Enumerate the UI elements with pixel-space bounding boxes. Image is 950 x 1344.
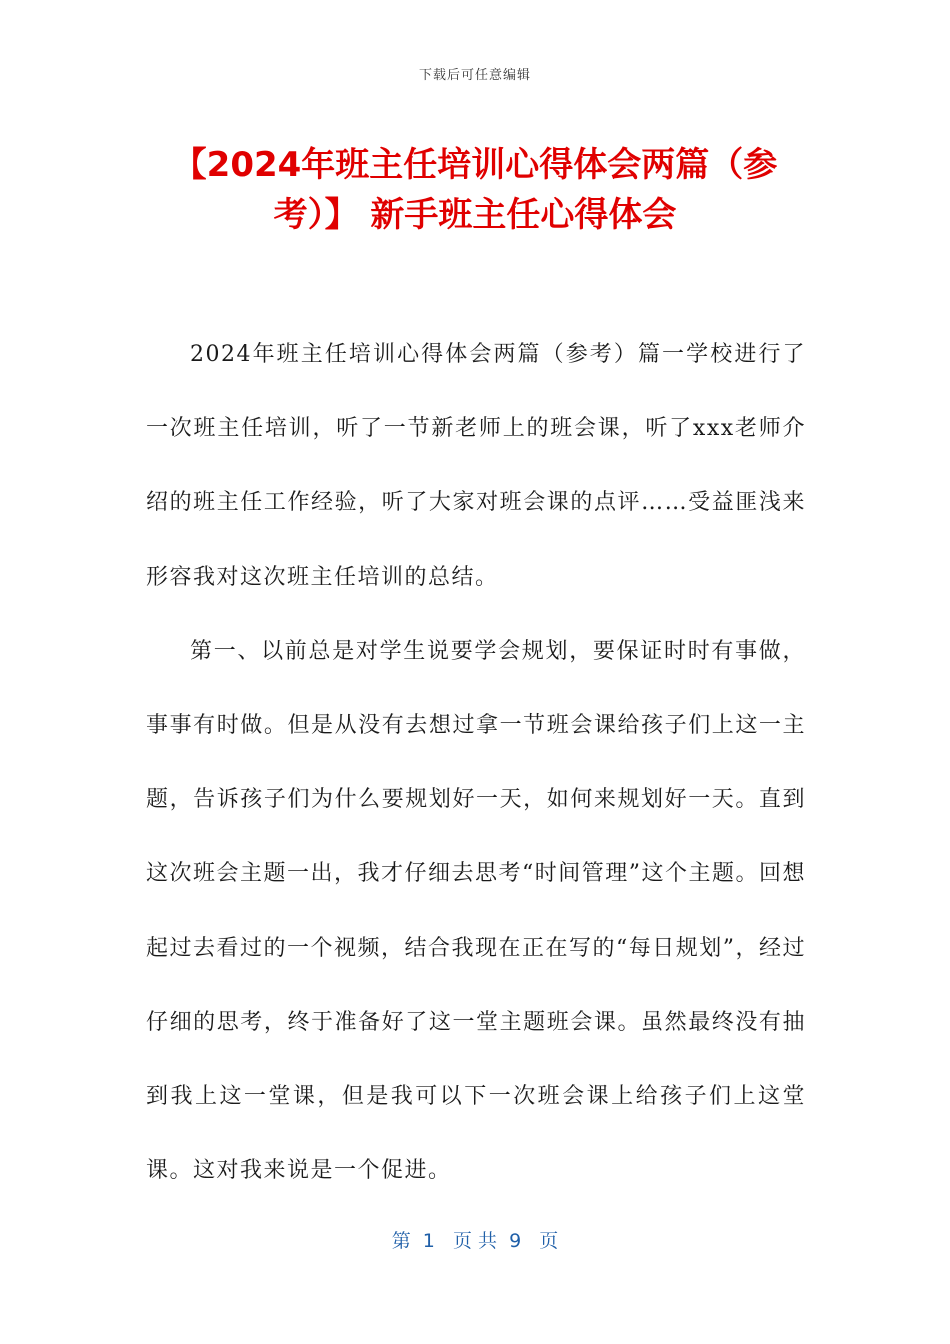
page-number-footer: 第 1 页 共 9 页: [391, 1230, 559, 1252]
paragraph-2: 第一、以前总是对学生说要学会规划，要保证时时有事做，事事有时做。但是从没有去想过拿一节班会课给孩子们上这一主题，告诉孩子们为什么要规划好一天，如何来规划好一天。直到这次班会主题一出，我才仔细去思考“时间管理”这个主题。回想起过去看过的一个视频，结合我现在正在写的“每日规划”，经过仔细的思考，终于准备好了这一堂主题班会课。虽然最终没有抽到我上这一堂课，但是我可以下一次班会课上给孩子们上这堂课。这对我来说是一个促进。: [146, 638, 806, 1184]
document-title: 【2024年班主任培训心得体会两篇（参考）】 新手班主任心得体会: [172, 145, 778, 235]
download-note: 下载后可任意编辑: [418, 68, 531, 83]
paragraph-1: 2024年班主任培训心得体会两篇（参考）篇一学校进行了一次班主任培训，听了一节新老师上的班会课，听了xxx老师介绍的班主任工作经验，听了大家对班会课的点评……受益匪浅来形容我对这次班主任培训的总结。: [146, 342, 806, 590]
document-body: [146, 318, 806, 1208]
